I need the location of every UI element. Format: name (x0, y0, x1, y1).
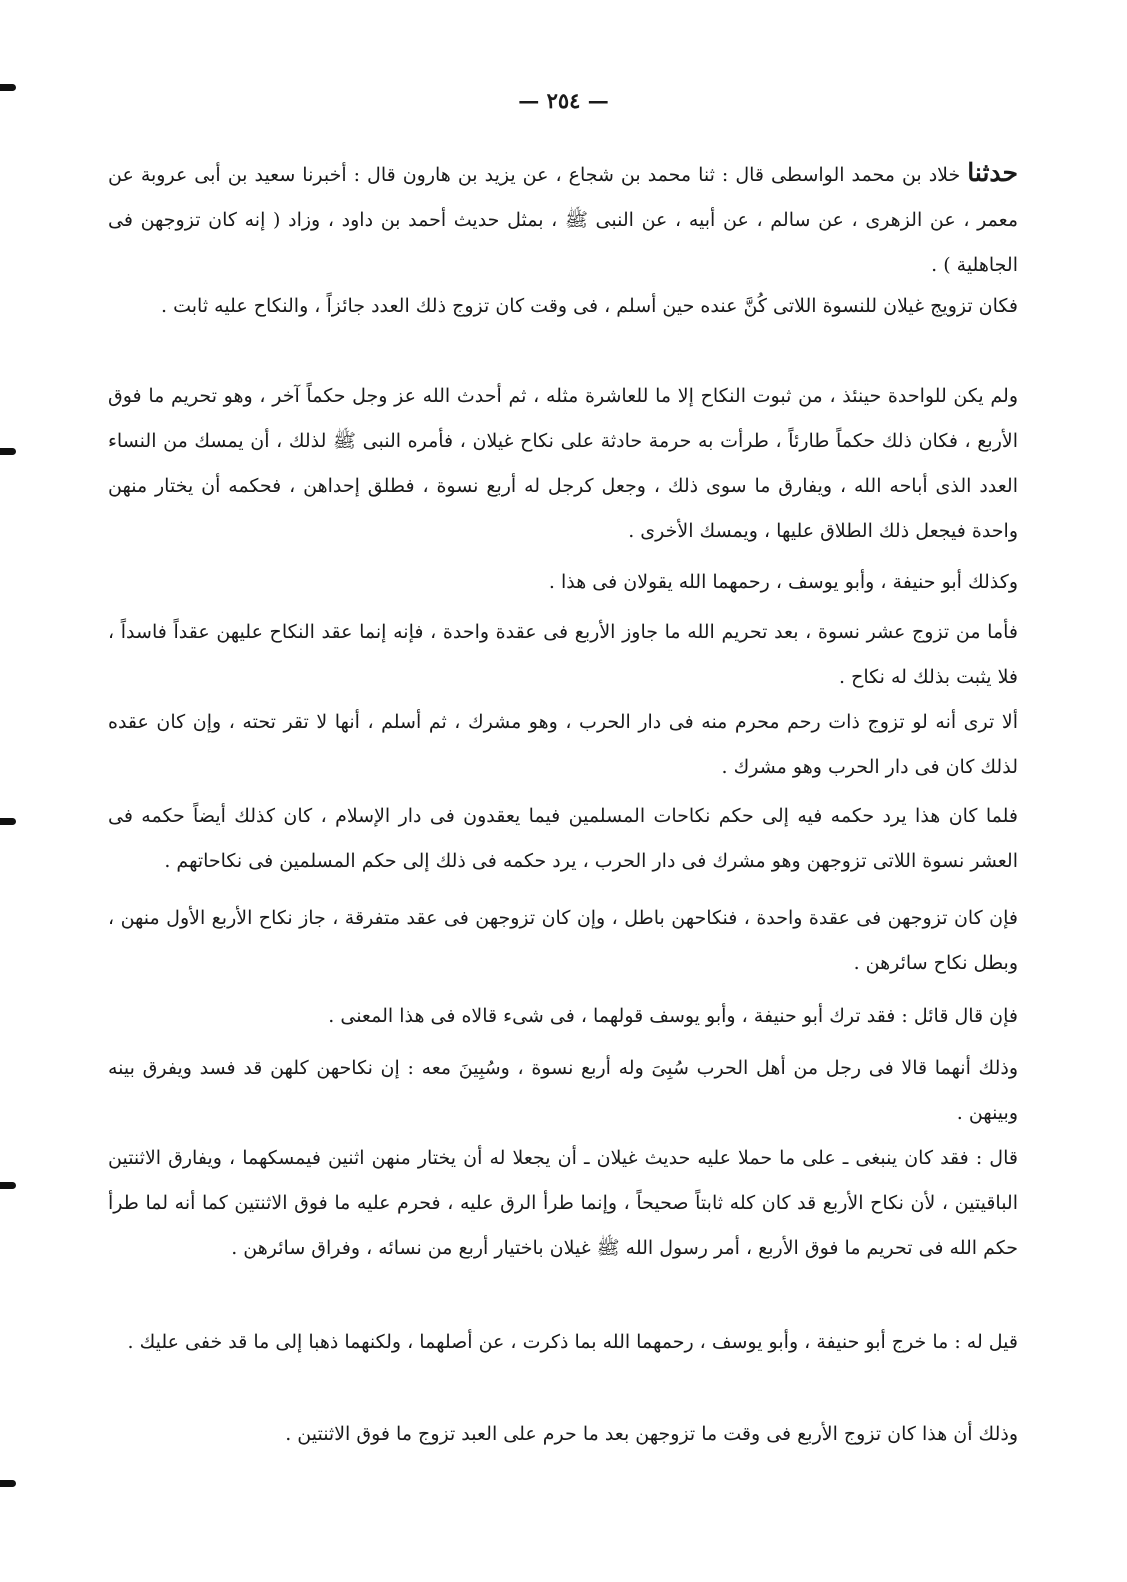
paragraph-8: فإن كان تزوجهن فى عقدة واحدة ، فنكاحهن باطل ، وإن كان تزوجهن فى عقد متفرقة ، جاز نكاح الأربع الأول منهن ، وبطل نكاح سائرهن . (108, 907, 1018, 974)
scan-edge-mark (0, 84, 16, 91)
scan-edge-mark (0, 448, 16, 455)
paragraph-1 (108, 150, 1018, 288)
paragraph-12: قيل له : ما خرج أبو حنيفة ، وأبو يوسف ، رحمهما الله بما ذكرت ، عن أصلهما ، ولكنهما ذهبا إلى ما قد خفى عليك . (127, 1331, 1018, 1353)
paragraph-1-text: خلاد بن محمد الواسطى قال : ثنا محمد بن شجاع ، عن يزيد بن هارون قال : أخبرنا سعيد بن أبى عروبة عن معمر ، عن الزهرى ، عن سالم ، عن أبيه ، عن النبى ﷺ ، بمثل حديث أحمد بن داود ، وزاد ( إنه كان تزوجهن فى الجاهلية ) . (108, 164, 1018, 276)
page-number: — ٢٥٤ — (518, 88, 609, 113)
paragraph-2: فكان تزويج غيلان للنسوة اللاتى كُنَّ عنده حين أسلم ، فى وقت كان تزوج ذلك العدد جائزاً ، والنكاح عليه ثابت . (161, 295, 1018, 317)
paragraph-4: وكذلك أبو حنيفة ، وأبو يوسف ، رحمهما الله يقولان فى هذا . (548, 571, 1018, 593)
hadith-opener: حدثنا (967, 158, 1018, 187)
paragraph-7: فلما كان هذا يرد حكمه فيه إلى حكم نكاحات المسلمين فيما يعقدون فى دار الإسلام ، كان كذلك أيضاً حكمه فى العشر نسوة اللاتى تزوجهن وهو مشرك فى دار الحرب ، يرد حكمه فى ذلك إلى حكم المسلمين فى نكاحاتهم . (108, 805, 1018, 872)
paragraph-13: وذلك أن هذا كان تزوج الأربع فى وقت ما تزوجهن بعد ما حرم على العبد تزوج ما فوق الاثنتين . (285, 1423, 1018, 1445)
scan-edge-mark (0, 1480, 16, 1487)
paragraph-6: ألا ترى أنه لو تزوج ذات رحم محرم منه فى دار الحرب ، وهو مشرك ، ثم أسلم ، أنها لا تقر تحته ، وإن كان عقده لذلك كان فى دار الحرب وهو مشرك . (108, 711, 1018, 778)
paragraph-5: فأما من تزوج عشر نسوة ، بعد تحريم الله ما جاوز الأربع فى عقدة واحدة ، فإنه إنما عقد النكاح عليهن عقداً فاسداً ، فلا يثبت بذلك له نكاح . (108, 621, 1018, 688)
scan-edge-mark (0, 1182, 16, 1189)
paragraph-10: وذلك أنهما قالا فى رجل من أهل الحرب سُبِىَ وله أربع نسوة ، وسُبِينَ معه : إن نكاحهن كلهن قد فسد ويفرق بينه وبينهن . (108, 1057, 1018, 1124)
paragraph-9: فإن قال قائل : فقد ترك أبو حنيفة ، وأبو يوسف قولهما ، فى شىء قالاه فى هذا المعنى . (328, 1005, 1018, 1027)
paragraph-11: قال : فقد كان ينبغى ـ على ما حملا عليه حديث غيلان ـ أن يجعلا له أن يختار منهن اثنين فيمسكهما ، ويفارق الاثنتين الباقيتين ، لأن نكاح الأربع قد كان كله ثابتاً صحيحاً ، وإنما طرأ الرق عليه ، فحرم عليه ما فوق الاثنتين كما أنه لما طرأ حكم الله فى تحريم ما فوق الأربع ، أمر رسول الله ﷺ غيلان باختيار أربع من نسائه ، وفراق سائرهن . (108, 1147, 1018, 1259)
scan-edge-mark (0, 818, 16, 825)
paragraph-3: ولم يكن للواحدة حينئذ ، من ثبوت النكاح إلا ما للعاشرة مثله ، ثم أحدث الله عز وجل حكماً آخر ، وهو تحريم ما فوق الأربع ، فكان ذلك حكماً طارئاً ، طرأت به حرمة حادثة على نكاح غيلان ، فأمره النبى ﷺ لذلك ، أن يمسك من النساء العدد الذى أباحه الله ، ويفارق ما سوى ذلك ، وجعل كرجل له أربع نسوة ، فطلق إحداهن ، فحكمه أن يختار منهن واحدة فيجعل ذلك الطلاق عليها ، ويمسك الأخرى . (108, 385, 1018, 542)
